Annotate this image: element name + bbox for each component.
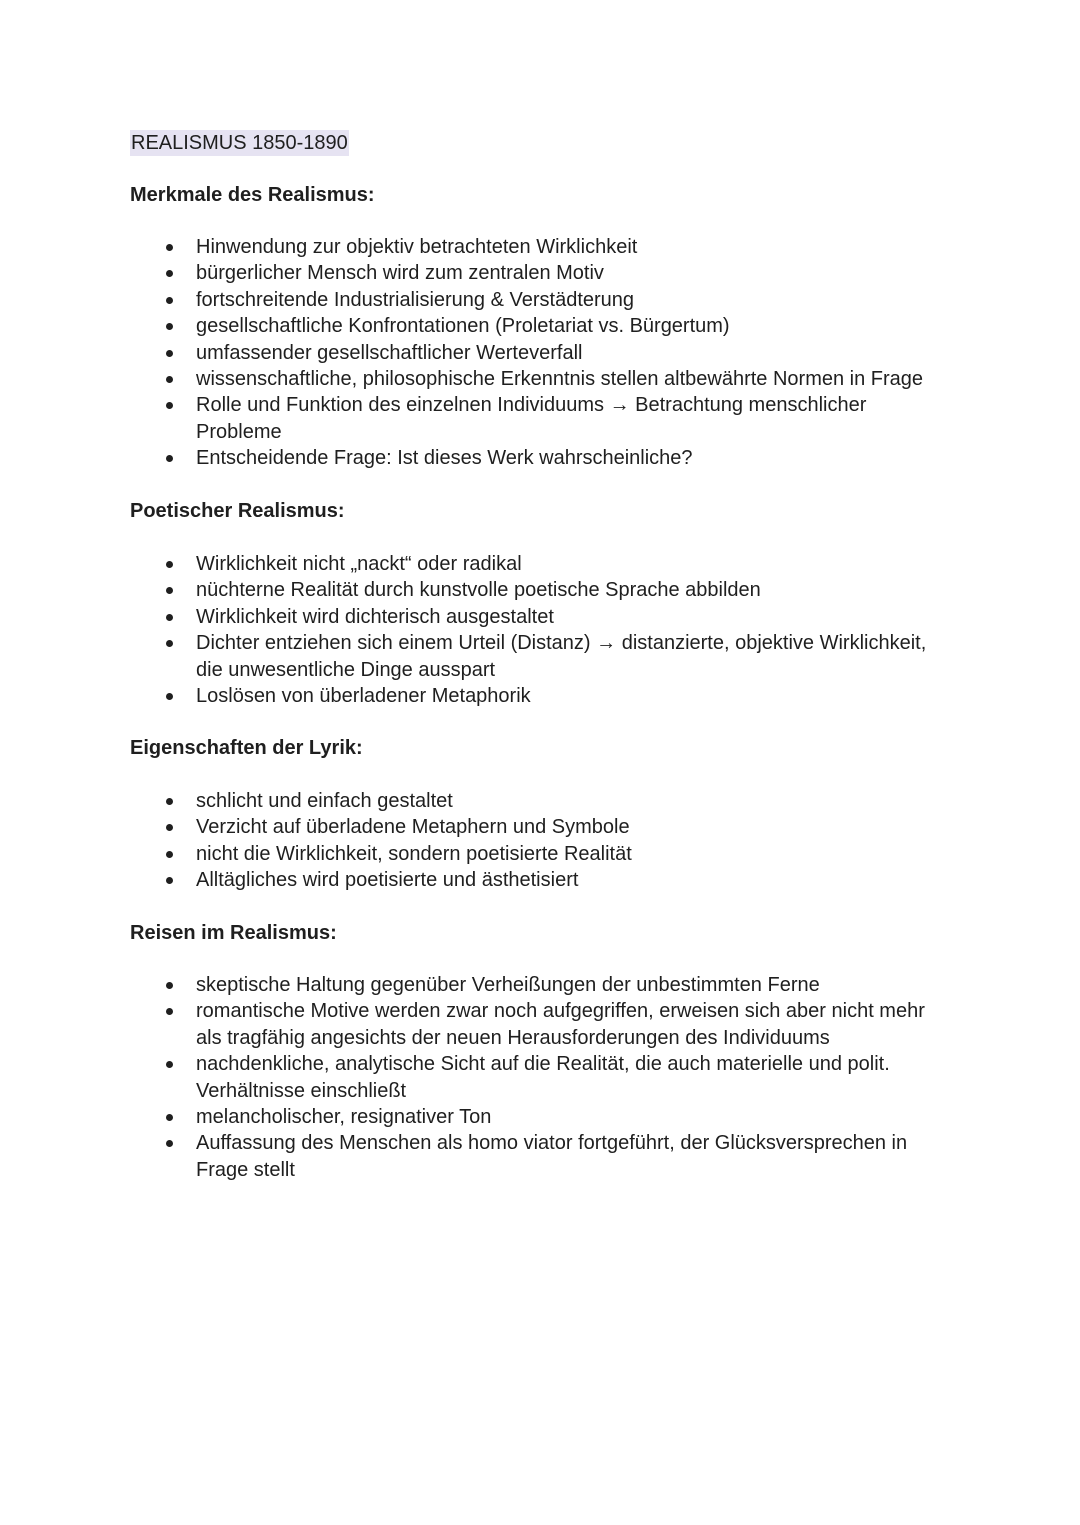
bullet-list-poetischer-realismus	[160, 551, 940, 709]
list-item: Alltägliches wird poetisierte und ästhetisiert	[160, 867, 940, 893]
list-item: Wirklichkeit nicht „nackt“ oder radikal	[160, 551, 940, 577]
list-item: gesellschaftliche Konfrontationen (Proletariat vs. Bürgertum)	[160, 313, 940, 339]
bullet-list-eigenschaften-lyrik	[160, 788, 940, 894]
list-item: Auffassung des Menschen als homo viator fortgeführt, der Glücksversprechen in Frage stellt	[160, 1130, 940, 1183]
list-item: Loslösen von überladener Metaphorik	[160, 683, 940, 709]
section-heading-poetischer-realismus: Poetischer Realismus:	[130, 500, 345, 522]
list-item: skeptische Haltung gegenüber Verheißungen der unbestimmten Ferne	[160, 972, 940, 998]
bullet-icon	[166, 877, 173, 884]
bullet-icon	[166, 824, 173, 831]
list-item: romantische Motive werden zwar noch aufgegriffen, erweisen sich aber nicht mehr als tragfähig angesichts der neuen Herausforderungen des Individuums	[160, 998, 940, 1051]
bullet-icon	[166, 798, 173, 805]
bullet-icon	[166, 323, 173, 330]
bullet-list-reisen-realismus	[160, 972, 940, 1183]
bullet-icon	[166, 982, 173, 989]
list-item: Rolle und Funktion des einzelnen Individuums → Betrachtung menschlicher Probleme	[160, 392, 940, 445]
list-item: wissenschaftliche, philosophische Erkenntnis stellen altbewährte Normen in Frage	[160, 366, 940, 392]
bullet-list-merkmale	[160, 234, 940, 472]
section-heading-reisen-realismus: Reisen im Realismus:	[130, 922, 337, 944]
bullet-icon	[166, 1140, 173, 1147]
list-item: melancholischer, resignativer Ton	[160, 1104, 940, 1130]
list-item: nicht die Wirklichkeit, sondern poetisierte Realität	[160, 841, 940, 867]
bullet-icon	[166, 614, 173, 621]
bullet-icon	[166, 270, 173, 277]
bullet-icon	[166, 244, 173, 251]
bullet-icon	[166, 455, 173, 462]
list-item: Wirklichkeit wird dichterisch ausgestaltet	[160, 604, 940, 630]
list-item: Entscheidende Frage: Ist dieses Werk wahrscheinliche?	[160, 445, 940, 471]
section-heading-merkmale: Merkmale des Realismus:	[130, 184, 375, 206]
bullet-icon	[166, 376, 173, 383]
bullet-icon	[166, 693, 173, 700]
list-item: nachdenkliche, analytische Sicht auf die Realität, die auch materielle und polit. Verhältnisse einschließt	[160, 1051, 940, 1104]
list-item: nüchterne Realität durch kunstvolle poetische Sprache abbilden	[160, 577, 940, 603]
page-title: REALISMUS 1850-1890	[131, 132, 348, 154]
section-heading-eigenschaften-lyrik: Eigenschaften der Lyrik:	[130, 737, 363, 759]
bullet-icon	[166, 1061, 173, 1068]
list-item: bürgerlicher Mensch wird zum zentralen Motiv	[160, 260, 940, 286]
bullet-icon	[166, 1114, 173, 1121]
bullet-icon	[166, 297, 173, 304]
bullet-icon	[166, 851, 173, 858]
list-item: fortschreitende Industrialisierung & Verstädterung	[160, 287, 940, 313]
bullet-icon	[166, 402, 173, 409]
bullet-icon	[166, 640, 173, 647]
bullet-icon	[166, 587, 173, 594]
list-item: Verzicht auf überladene Metaphern und Symbole	[160, 814, 940, 840]
bullet-icon	[166, 561, 173, 568]
list-item: Hinwendung zur objektiv betrachteten Wirklichkeit	[160, 234, 940, 260]
list-item: umfassender gesellschaftlicher Werteverfall	[160, 340, 940, 366]
list-item: Dichter entziehen sich einem Urteil (Distanz) → distanzierte, objektive Wirklichkeit, die unwesentliche Dinge ausspart	[160, 630, 940, 683]
bullet-icon	[166, 350, 173, 357]
bullet-icon	[166, 1008, 173, 1015]
list-item: schlicht und einfach gestaltet	[160, 788, 940, 814]
